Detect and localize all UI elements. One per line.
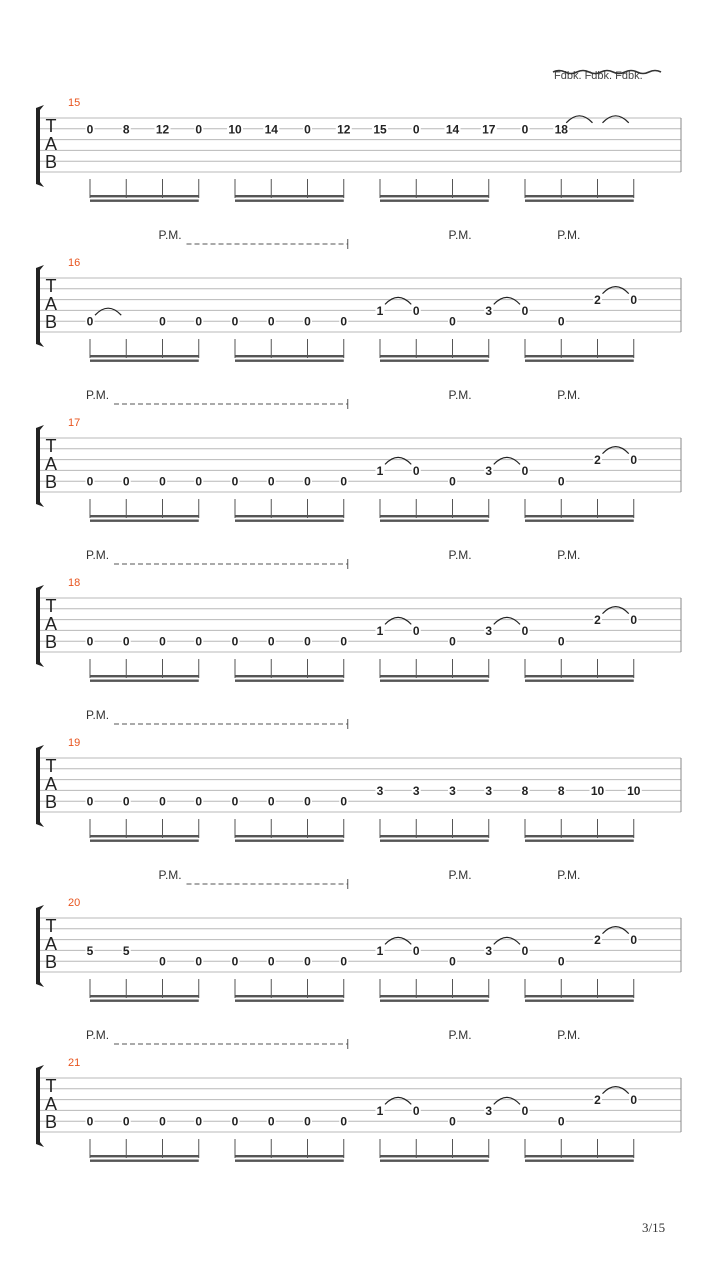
system-bracket xyxy=(36,905,44,987)
fret-number: 0 xyxy=(231,314,239,329)
beam-secondary xyxy=(90,840,199,842)
fret-number: 0 xyxy=(412,1103,420,1118)
beam-secondary xyxy=(235,840,344,842)
fret-number: 5 xyxy=(86,943,94,958)
beam-primary xyxy=(525,1155,634,1157)
fret-number: 0 xyxy=(231,954,239,969)
beam-primary xyxy=(525,515,634,517)
page-number: 3/15 xyxy=(642,1220,666,1235)
fret-number: 0 xyxy=(304,1114,311,1129)
beam-primary xyxy=(90,1155,199,1157)
fret-number: 8 xyxy=(521,783,529,798)
fret-number: 3 xyxy=(485,303,493,318)
beam-secondary xyxy=(90,1160,199,1162)
beam-primary xyxy=(90,675,199,677)
beam-secondary xyxy=(380,840,489,842)
tab-clef-b: B xyxy=(44,472,58,492)
fret-number: 0 xyxy=(630,933,638,948)
measure-number: 16 xyxy=(68,257,81,269)
fret-number: 8 xyxy=(122,122,130,137)
fret-number: 0 xyxy=(86,314,94,329)
tab-system-18 xyxy=(36,548,681,682)
fret-number: 5 xyxy=(122,943,130,958)
palm-mute-label: P.M. xyxy=(448,1028,472,1042)
fret-number: 1 xyxy=(376,943,384,958)
fret-number: 0 xyxy=(304,634,311,649)
beam-primary xyxy=(525,995,634,997)
beam-secondary xyxy=(380,360,489,362)
tab-clef-a: A xyxy=(44,1094,58,1114)
tab-system-16 xyxy=(36,228,681,362)
fret-number: 0 xyxy=(86,122,94,137)
fret-number: 0 xyxy=(122,794,130,809)
palm-mute-label: P.M. xyxy=(448,228,472,242)
fret-number: 0 xyxy=(557,954,565,969)
system-bracket xyxy=(36,265,44,347)
beam-secondary xyxy=(380,680,489,682)
fret-number: 0 xyxy=(521,463,529,478)
fret-number: 0 xyxy=(267,314,275,329)
fret-number: 0 xyxy=(231,794,239,809)
tab-clef-a: A xyxy=(44,454,58,474)
tab-clef-t: T xyxy=(45,276,57,296)
fret-number: 3 xyxy=(412,783,420,798)
fret-number: 0 xyxy=(267,474,275,489)
fret-number: 0 xyxy=(521,623,529,638)
fret-number: 0 xyxy=(340,314,348,329)
beam-secondary xyxy=(235,1000,344,1002)
beam-primary xyxy=(380,195,489,197)
fret-number: 0 xyxy=(195,794,203,809)
tab-clef-b: B xyxy=(44,632,58,652)
fret-number: 0 xyxy=(557,634,565,649)
fret-number: 0 xyxy=(630,453,638,468)
beam-primary xyxy=(380,835,489,837)
fret-number: 18 xyxy=(554,122,568,137)
measure-number: 21 xyxy=(68,1057,81,1069)
fret-number: 0 xyxy=(86,1114,94,1129)
beam-primary xyxy=(90,515,199,517)
beam-primary xyxy=(235,515,344,517)
fret-number: 0 xyxy=(267,794,275,809)
fret-number: 0 xyxy=(412,623,420,638)
fret-number: 1 xyxy=(376,623,384,638)
fret-number: 0 xyxy=(630,293,638,308)
fret-number: 0 xyxy=(195,1114,203,1129)
fret-number: 0 xyxy=(231,634,239,649)
tie-arc xyxy=(603,116,629,123)
palm-mute-label: P.M. xyxy=(86,708,110,722)
tab-clef-a: A xyxy=(44,774,58,794)
beam-secondary xyxy=(380,1160,489,1162)
fret-number: 3 xyxy=(485,623,493,638)
fret-number: 0 xyxy=(159,954,166,969)
palm-mute-label: P.M. xyxy=(557,868,581,882)
system-bracket xyxy=(36,745,44,827)
beam-secondary xyxy=(380,200,489,202)
tab-system-20 xyxy=(36,868,681,1002)
fret-number: 0 xyxy=(304,314,311,329)
tie-arc xyxy=(494,1097,520,1104)
tie-arc xyxy=(603,447,629,454)
fret-number: 0 xyxy=(449,314,456,329)
fret-number: 0 xyxy=(159,474,166,489)
fret-number: 1 xyxy=(376,1103,384,1118)
fret-number: 2 xyxy=(594,1093,601,1108)
fret-number: 3 xyxy=(376,783,384,798)
tie-arc xyxy=(385,1097,411,1104)
fret-number: 0 xyxy=(521,122,529,137)
fret-number: 10 xyxy=(627,783,641,798)
fret-number: 0 xyxy=(521,303,529,318)
fret-number: 0 xyxy=(449,634,456,649)
fret-number: 0 xyxy=(521,943,529,958)
beam-primary xyxy=(235,835,344,837)
beam-secondary xyxy=(90,200,199,202)
fret-number: 0 xyxy=(340,634,348,649)
beam-secondary xyxy=(235,360,344,362)
tab-clef-a: A xyxy=(44,134,58,154)
fret-number: 0 xyxy=(340,794,348,809)
palm-mute-label: P.M. xyxy=(158,228,182,242)
fret-number: 3 xyxy=(485,943,493,958)
tie-arc xyxy=(385,937,411,944)
fret-number: 0 xyxy=(231,1114,239,1129)
beam-secondary xyxy=(235,520,344,522)
palm-mute-label: P.M. xyxy=(557,228,581,242)
tab-system-21 xyxy=(36,1028,681,1162)
beam-primary xyxy=(380,995,489,997)
fret-number: 0 xyxy=(122,474,130,489)
fret-number: 0 xyxy=(195,314,203,329)
measure-number: 18 xyxy=(68,577,81,589)
beam-secondary xyxy=(380,1000,489,1002)
beam-secondary xyxy=(235,1160,344,1162)
fret-number: 10 xyxy=(228,122,242,137)
measure-number: 17 xyxy=(68,417,81,429)
fret-number: 3 xyxy=(485,463,493,478)
fret-number: 0 xyxy=(159,794,166,809)
fret-number: 0 xyxy=(267,1114,275,1129)
fret-number: 0 xyxy=(267,954,275,969)
fret-number: 0 xyxy=(340,474,348,489)
fret-number: 14 xyxy=(445,122,460,137)
fret-number: 0 xyxy=(267,634,275,649)
tab-clef-t: T xyxy=(45,596,57,616)
fret-number: 0 xyxy=(340,954,348,969)
tab-clef-a: A xyxy=(44,614,58,634)
beam-secondary xyxy=(525,520,634,522)
fret-number: 0 xyxy=(195,954,203,969)
fret-number: 1 xyxy=(376,463,384,478)
beam-primary xyxy=(235,195,344,197)
fret-number: 2 xyxy=(594,933,601,948)
beam-secondary xyxy=(90,1000,199,1002)
fret-number: 0 xyxy=(86,794,94,809)
fret-number: 0 xyxy=(159,314,166,329)
beam-secondary xyxy=(90,360,199,362)
tie-arc xyxy=(385,617,411,624)
tab-clef-t: T xyxy=(45,116,57,136)
fret-number: 15 xyxy=(373,122,387,137)
beam-primary xyxy=(380,1155,489,1157)
fret-number: 0 xyxy=(195,634,203,649)
tie-arc xyxy=(95,308,121,315)
palm-mute-label: P.M. xyxy=(557,388,581,402)
tab-clef-t: T xyxy=(45,916,57,936)
measure-number: 15 xyxy=(68,97,81,109)
tie-arc xyxy=(494,457,520,464)
palm-mute-label: P.M. xyxy=(86,1028,110,1042)
tie-arc xyxy=(494,617,520,624)
tie-arc xyxy=(494,937,520,944)
tab-clef-b: B xyxy=(44,792,58,812)
beam-primary xyxy=(525,675,634,677)
fret-number: 0 xyxy=(86,474,94,489)
fret-number: 0 xyxy=(159,634,166,649)
beam-primary xyxy=(380,675,489,677)
beam-secondary xyxy=(525,840,634,842)
fret-number: 0 xyxy=(304,794,311,809)
fret-number: 0 xyxy=(557,1114,565,1129)
feedback-label: Fdbk. Fdbk. Fdbk. xyxy=(554,70,643,82)
tie-arc xyxy=(603,287,629,294)
beam-primary xyxy=(90,195,199,197)
tab-clef-a: A xyxy=(44,294,58,314)
fret-number: 12 xyxy=(155,122,170,137)
fret-number: 0 xyxy=(412,122,420,137)
tie-arc xyxy=(603,607,629,614)
beam-primary xyxy=(525,355,634,357)
fret-number: 1 xyxy=(376,303,384,318)
beam-secondary xyxy=(380,520,489,522)
tab-system-15 xyxy=(36,97,681,202)
beam-secondary xyxy=(235,200,344,202)
palm-mute-label: P.M. xyxy=(557,1028,581,1042)
tab-clef-t: T xyxy=(45,436,57,456)
beam-secondary xyxy=(525,1160,634,1162)
fret-number: 2 xyxy=(594,613,601,628)
fret-number: 0 xyxy=(86,634,94,649)
fret-number: 3 xyxy=(485,783,493,798)
fret-number: 0 xyxy=(122,634,130,649)
fret-number: 0 xyxy=(521,1103,529,1118)
fret-number: 0 xyxy=(630,613,638,628)
palm-mute-label: P.M. xyxy=(158,868,182,882)
fret-number: 0 xyxy=(304,474,311,489)
tie-arc xyxy=(385,457,411,464)
fret-number: 0 xyxy=(630,1093,638,1108)
tab-clef-a: A xyxy=(44,934,58,954)
tab-clef-t: T xyxy=(45,1076,57,1096)
system-bracket xyxy=(36,1065,44,1147)
beam-primary xyxy=(235,1155,344,1157)
tab-clef-b: B xyxy=(44,152,58,172)
feedback-annotation xyxy=(553,70,661,82)
palm-mute-label: P.M. xyxy=(448,548,472,562)
palm-mute-label: P.M. xyxy=(86,548,110,562)
tie-arc xyxy=(494,297,520,304)
beam-secondary xyxy=(90,680,199,682)
tab-clef-t: T xyxy=(45,756,57,776)
fret-number: 0 xyxy=(195,122,203,137)
palm-mute-label: P.M. xyxy=(448,868,472,882)
beam-secondary xyxy=(525,360,634,362)
fret-number: 12 xyxy=(337,122,351,137)
beam-primary xyxy=(235,355,344,357)
measure-number: 20 xyxy=(68,897,81,909)
beam-secondary xyxy=(525,200,634,202)
tie-arc xyxy=(566,116,592,123)
tie-arc xyxy=(603,1087,629,1094)
beam-secondary xyxy=(235,680,344,682)
fret-number: 0 xyxy=(412,943,420,958)
fret-number: 17 xyxy=(482,122,496,137)
beam-secondary xyxy=(525,680,634,682)
tie-arc xyxy=(603,927,629,934)
fret-number: 2 xyxy=(594,293,601,308)
beam-primary xyxy=(525,835,634,837)
palm-mute-label: P.M. xyxy=(448,388,472,402)
fret-number: 8 xyxy=(557,783,565,798)
tie-arc xyxy=(385,297,411,304)
fret-number: 0 xyxy=(557,474,565,489)
fret-number: 0 xyxy=(304,954,311,969)
fret-number: 0 xyxy=(449,954,456,969)
beam-primary xyxy=(235,675,344,677)
system-bracket xyxy=(36,105,44,187)
fret-number: 0 xyxy=(195,474,203,489)
fret-number: 0 xyxy=(557,314,565,329)
beam-primary xyxy=(90,835,199,837)
fret-number: 14 xyxy=(264,122,278,137)
system-bracket xyxy=(36,425,44,507)
fret-number: 10 xyxy=(590,783,605,798)
fret-number: 3 xyxy=(485,1103,493,1118)
beam-primary xyxy=(380,355,489,357)
system-bracket xyxy=(36,585,44,667)
fret-number: 0 xyxy=(159,1114,166,1129)
palm-mute-label: P.M. xyxy=(557,548,581,562)
fret-number: 3 xyxy=(449,783,456,798)
tab-clef-b: B xyxy=(44,952,58,972)
palm-mute-label: P.M. xyxy=(86,388,110,402)
beam-primary xyxy=(90,995,199,997)
measure-number: 19 xyxy=(68,737,81,749)
fret-number: 0 xyxy=(449,1114,456,1129)
beam-primary xyxy=(525,195,634,197)
fret-number: 0 xyxy=(412,303,420,318)
beam-secondary xyxy=(525,1000,634,1002)
tab-clef-b: B xyxy=(44,1112,58,1132)
beam-primary xyxy=(90,355,199,357)
fret-number: 0 xyxy=(304,122,311,137)
tab-system-17 xyxy=(36,388,681,522)
fret-number: 0 xyxy=(449,474,456,489)
tab-system-19 xyxy=(36,708,681,842)
beam-primary xyxy=(380,515,489,517)
beam-primary xyxy=(235,995,344,997)
beam-secondary xyxy=(90,520,199,522)
fret-number: 0 xyxy=(340,1114,348,1129)
fret-number: 0 xyxy=(231,474,239,489)
fret-number: 0 xyxy=(122,1114,130,1129)
tab-clef-b: B xyxy=(44,312,58,332)
fret-number: 0 xyxy=(412,463,420,478)
fret-number: 2 xyxy=(594,453,601,468)
